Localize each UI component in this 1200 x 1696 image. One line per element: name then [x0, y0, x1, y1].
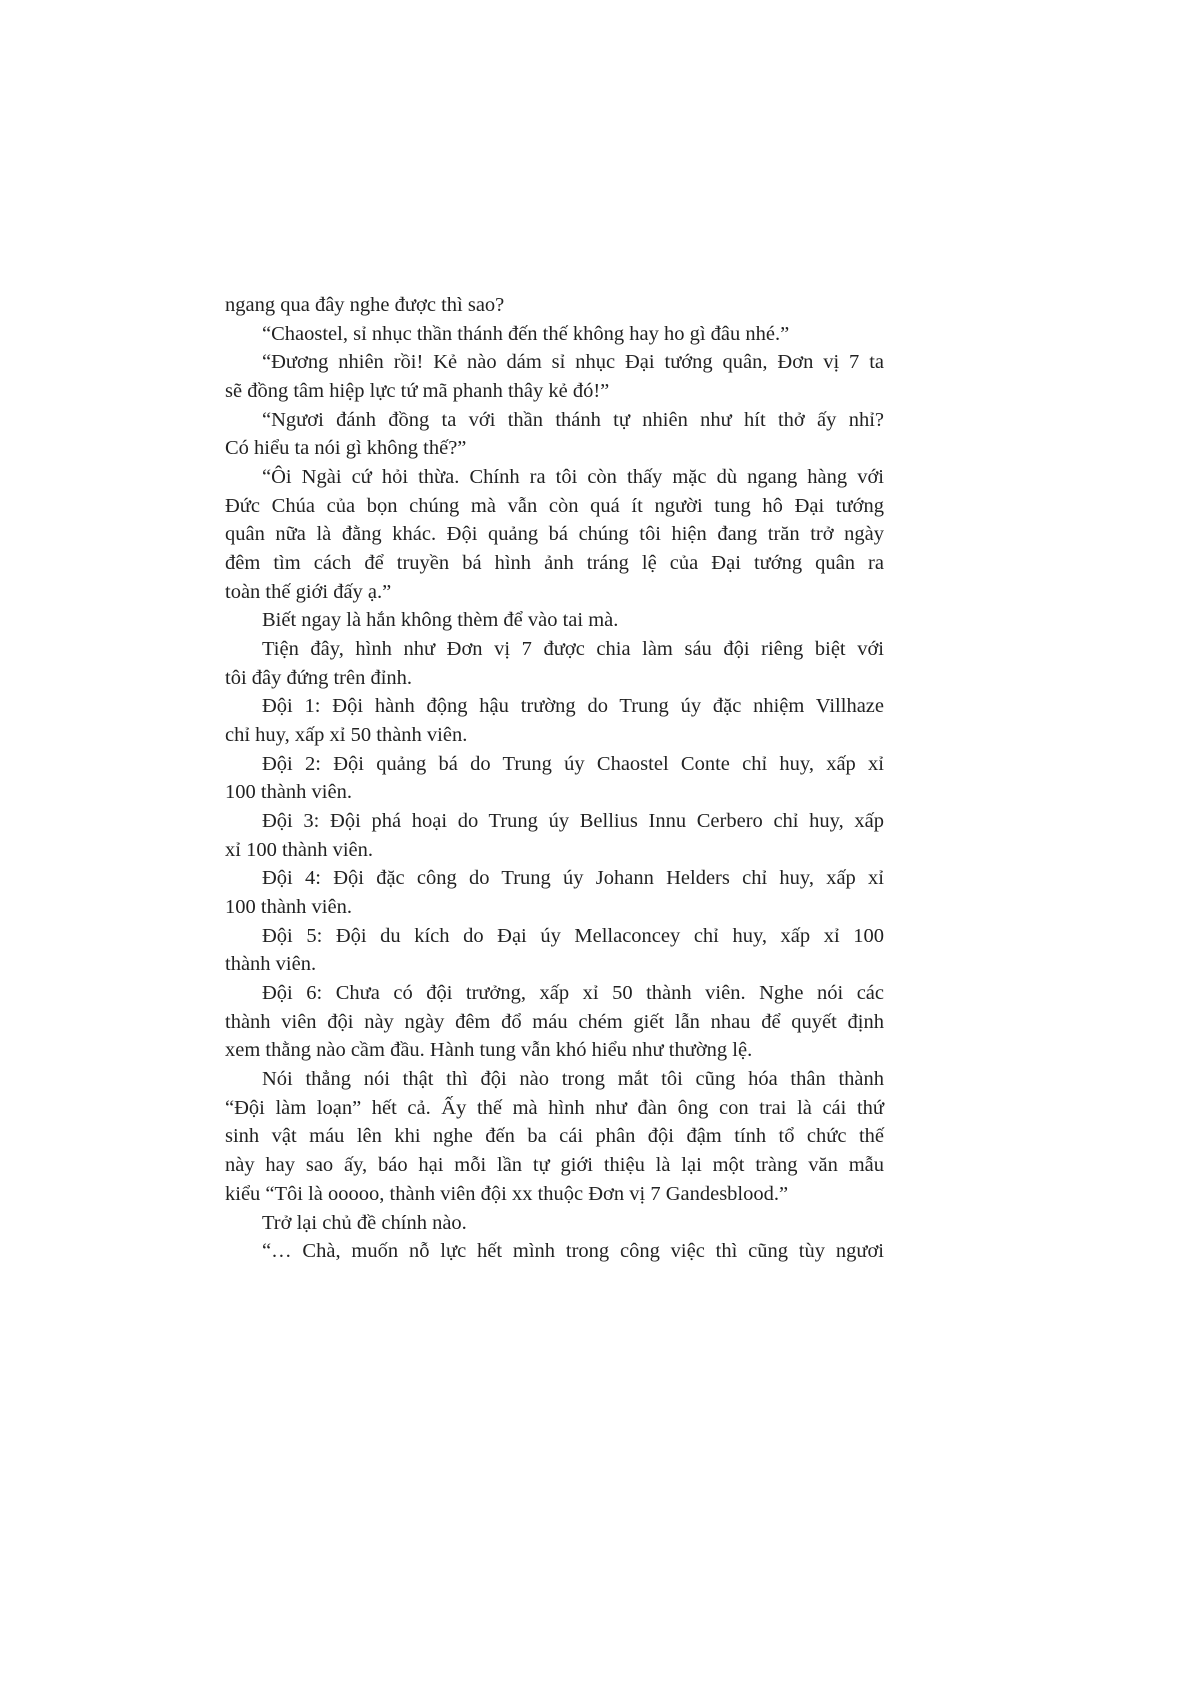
text-line: toàn thế giới đấy ạ.” — [225, 580, 392, 603]
text-line: Đức Chúa của bọn chúng mà vẫn còn quá ít người tung hô Đại tướng — [225, 494, 884, 517]
paragraph — [225, 635, 884, 692]
paragraph — [225, 922, 884, 979]
paragraph — [225, 979, 884, 1065]
text-line: này hay sao ấy, báo hại mỗi lần tự giới thiệu là lại một tràng văn mẫu — [225, 1154, 884, 1177]
text-line: sẽ đồng tâm hiệp lực tứ mã phanh thây kẻ đó!” — [225, 380, 610, 403]
paragraph — [225, 291, 884, 320]
paragraph — [225, 1209, 884, 1238]
text-line: kiểu “Tôi là ooooo, thành viên đội xx thuộc Đơn vị 7 Gandesblood.” — [225, 1182, 789, 1205]
text-line: Có hiểu ta nói gì không thế?” — [225, 437, 467, 460]
paragraph — [225, 406, 884, 463]
text-line: Đội 6: Chưa có đội trưởng, xấp xỉ 50 thành viên. Nghe nói các — [262, 982, 884, 1005]
text-line: Biết ngay là hắn không thèm để vào tai mà. — [262, 609, 619, 632]
text-line: tôi đây đứng trên đỉnh. — [225, 666, 413, 689]
paragraph — [225, 348, 884, 405]
paragraph — [225, 750, 884, 807]
text-line: Đội 5: Đội du kích do Đại úy Mellaconcey chỉ huy, xấp xỉ 100 — [262, 924, 884, 947]
text-line: “Ngươi đánh đồng ta với thần thánh tự nhiên như hít thở ấy nhỉ? — [262, 408, 884, 431]
text-line: 100 thành viên. — [225, 896, 352, 919]
text-line: Đội 1: Đội hành động hậu trường do Trung úy đặc nhiệm Villhaze — [262, 695, 884, 718]
text-line: “Đương nhiên rồi! Kẻ nào dám sỉ nhục Đại tướng quân, Đơn vị 7 ta — [262, 351, 884, 374]
text-line: ngang qua đây nghe được thì sao? — [225, 294, 505, 316]
text-line: Đội 4: Đội đặc công do Trung úy Johann Helders chỉ huy, xấp xỉ — [262, 867, 884, 890]
text-line: “… Chà, muốn nỗ lực hết mình trong công việc thì cũng tùy ngươi — [262, 1240, 884, 1263]
text-line: xem thằng nào cầm đầu. Hành tung vẫn khó hiểu như thường lệ. — [225, 1039, 753, 1062]
paragraph — [225, 320, 884, 349]
text-line: thành viên đội này ngày đêm đổ máu chém giết lẫn nhau để quyết định — [225, 1010, 884, 1033]
text-line: 100 thành viên. — [225, 781, 352, 804]
paragraph — [225, 864, 884, 921]
paragraph — [225, 692, 884, 749]
text-line: Nói thẳng nói thật thì đội nào trong mắt tôi cũng hóa thân thành — [262, 1068, 884, 1091]
paragraph — [225, 1237, 884, 1266]
text-line: “Chaostel, sỉ nhục thần thánh đến thế không hay ho gì đâu nhé.” — [262, 322, 790, 345]
paragraph — [225, 606, 884, 635]
text-line: “Đội làm loạn” hết cả. Ấy thế mà hình như đàn ông con trai là cái thứ — [225, 1096, 884, 1119]
text-line: thành viên. — [225, 953, 317, 976]
text-line: Tiện đây, hình như Đơn vị 7 được chia làm sáu đội riêng biệt với — [262, 638, 884, 661]
text-line: xỉ 100 thành viên. — [225, 838, 374, 861]
text-line: đêm tìm cách để truyền bá hình ảnh tráng lệ của Đại tướng quân ra — [225, 552, 884, 575]
text-line: quân nữa là đằng khác. Đội quảng bá chúng tôi hiện đang trăn trở ngày — [225, 523, 884, 546]
paragraph — [225, 1065, 884, 1208]
book-page-text — [225, 291, 884, 1266]
text-line: sinh vật máu lên khi nghe đến ba cái phân đội đậm tính tổ chức thế — [225, 1125, 884, 1148]
text-line: “Ôi Ngài cứ hỏi thừa. Chính ra tôi còn thấy mặc dù ngang hàng với — [262, 466, 884, 489]
text-line: Trở lại chủ đề chính nào. — [262, 1211, 467, 1234]
paragraph — [225, 807, 884, 864]
text-line: Đội 3: Đội phá hoại do Trung úy Bellius Innu Cerbero chỉ huy, xấp — [262, 810, 884, 833]
text-line: Đội 2: Đội quảng bá do Trung úy Chaostel Conte chỉ huy, xấp xỉ — [262, 752, 884, 775]
paragraph — [225, 463, 884, 606]
text-line: chỉ huy, xấp xỉ 50 thành viên. — [225, 724, 468, 747]
